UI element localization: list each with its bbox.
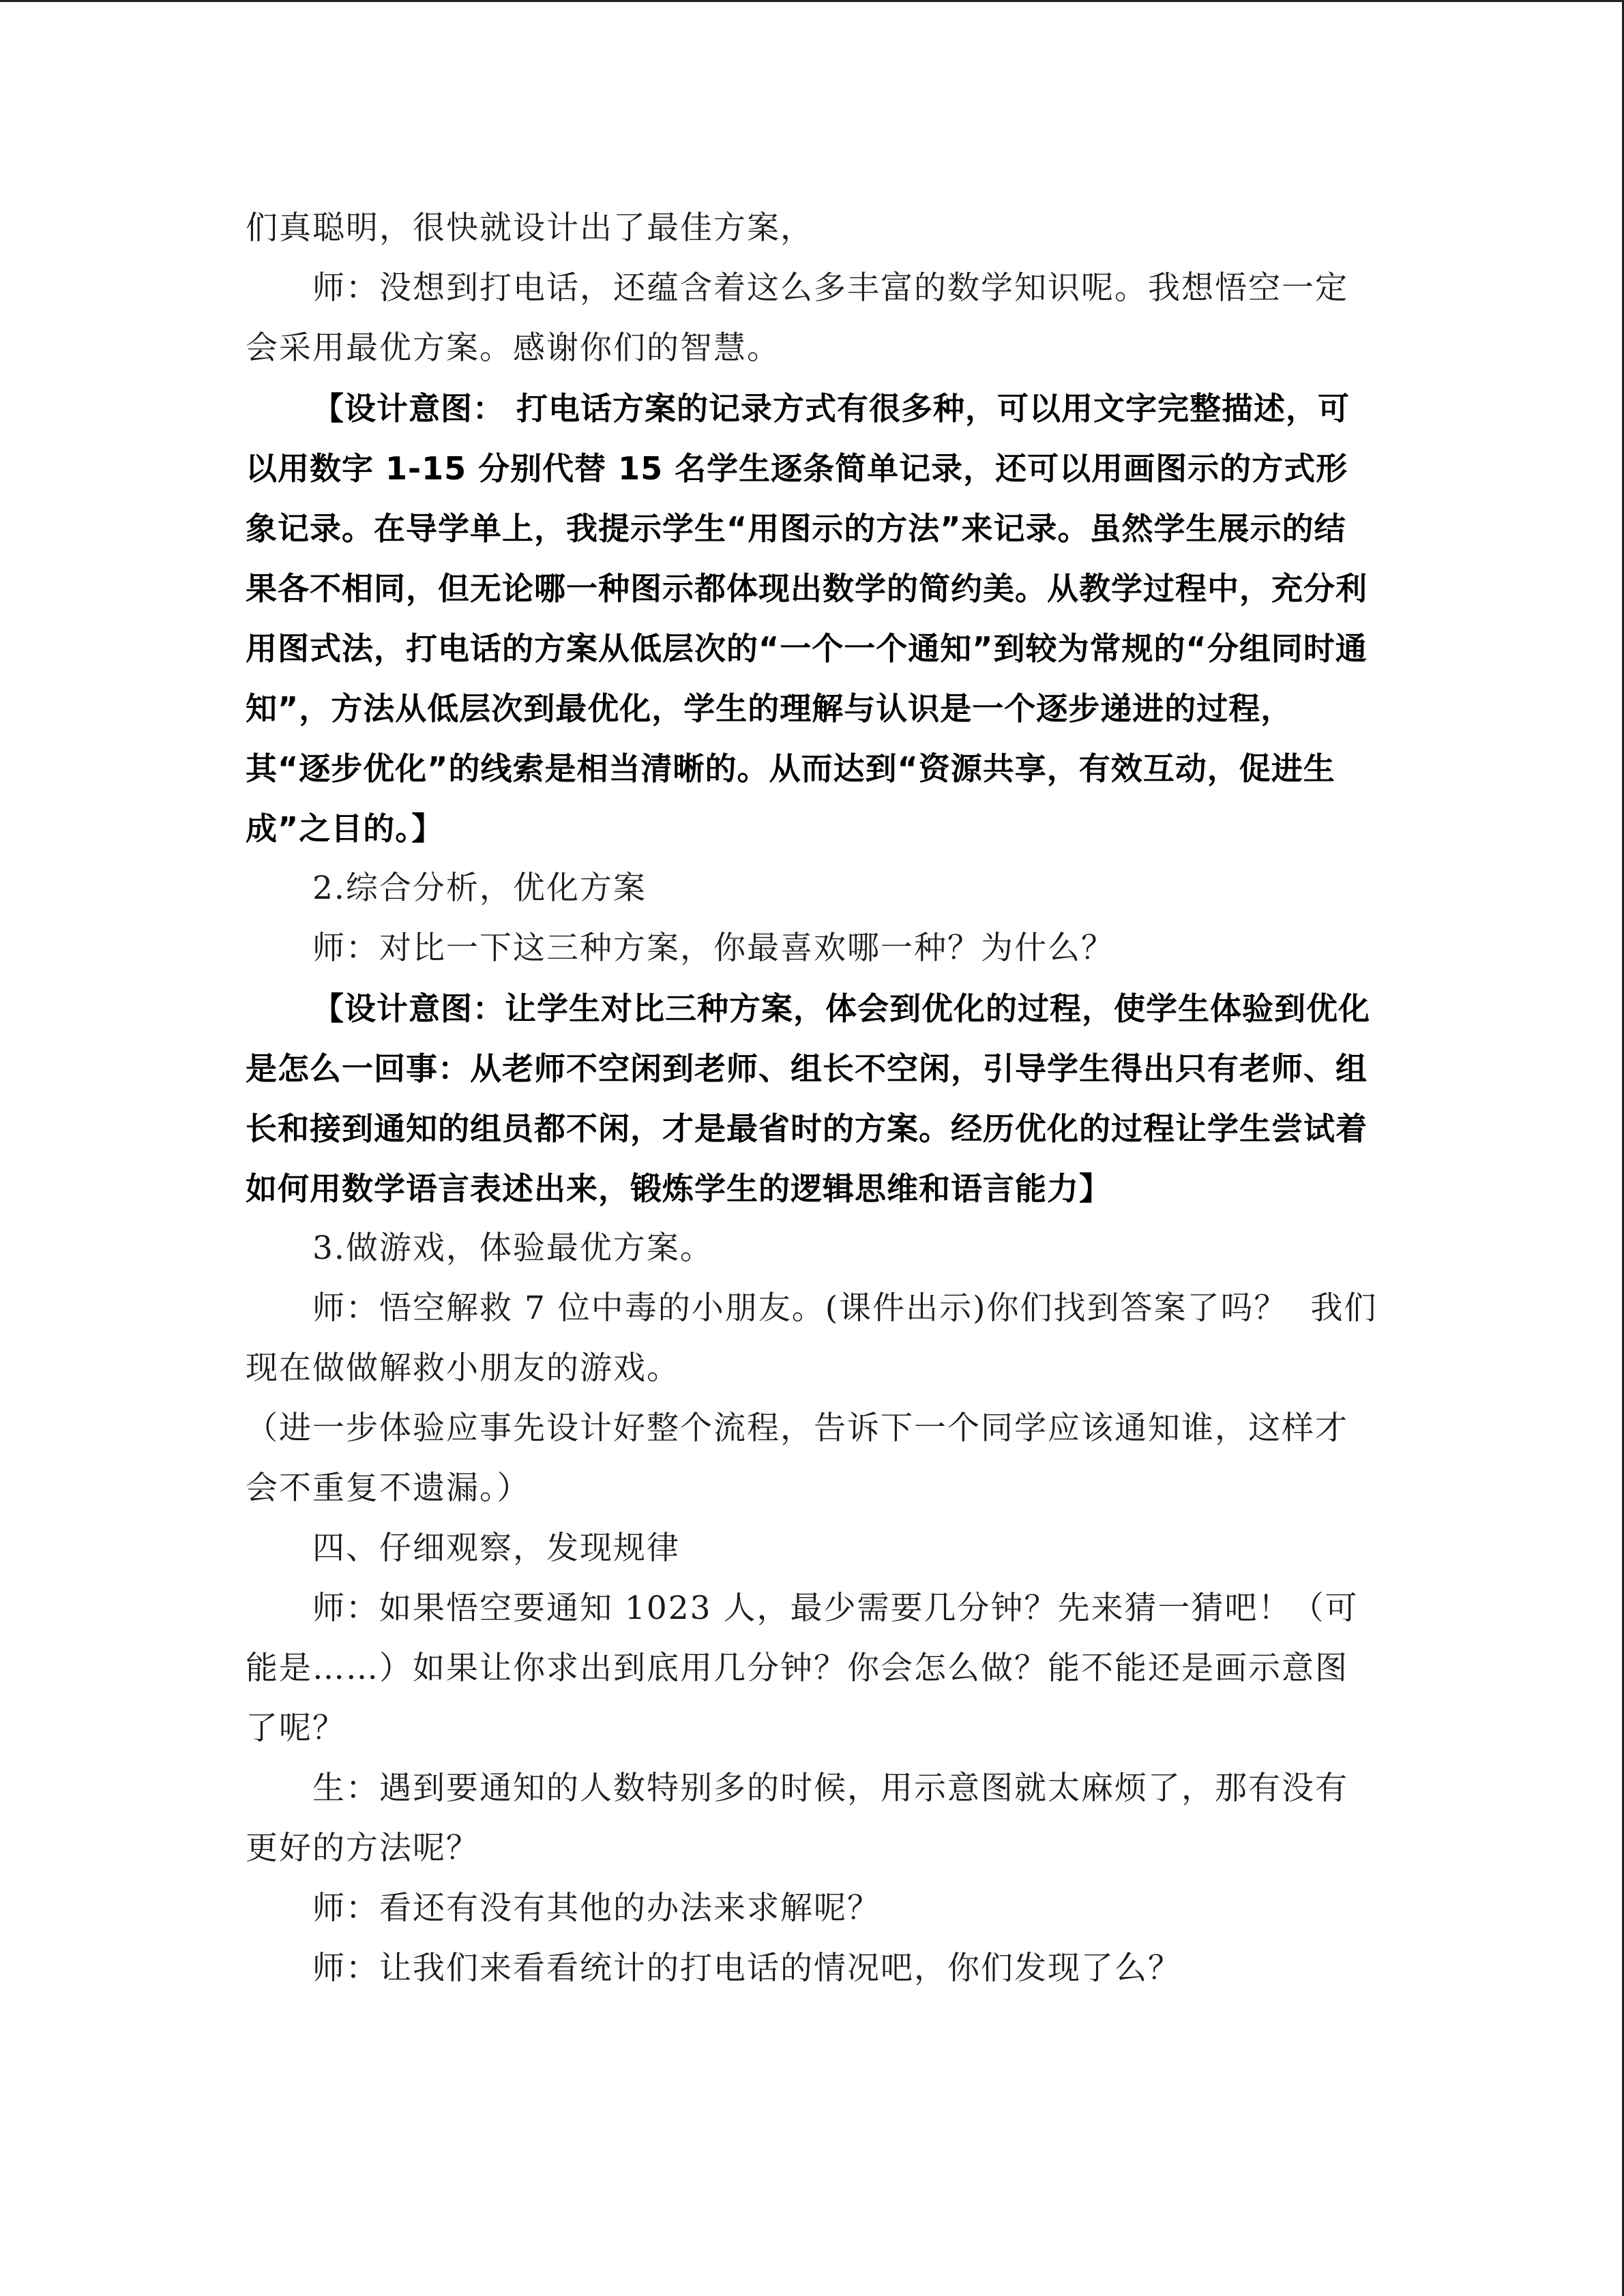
section-heading-3: 3.做游戏，体验最优方案。 [312, 1229, 713, 1267]
section-heading-2: 2.综合分析，优化方案 [312, 869, 647, 907]
paragraph-teacher-1023: 师：如果悟空要通知 1023 人，最少需要几分钟？先来猜一猜吧！（可能是……）如果让你求出到底用几分钟？你会怎么做？能不能还是画示意图了呢？ [246, 1590, 1359, 1747]
paragraph-teacher-question: 师：对比一下这三种方案，你最喜欢哪一种？为什么？ [312, 929, 1114, 967]
paragraph-teacher-remark: 师：没想到打电话，还蕴含着这么多丰富的数学知识呢。我想悟空一定会采用最优方案。感谢你们的智慧。 [246, 269, 1348, 367]
paragraph-teacher-statistics: 师：让我们来看看统计的打电话的情况吧，你们发现了么？ [312, 1950, 1181, 1987]
paragraph-continuation: 们真聪明，很快就设计出了最佳方案， [246, 209, 814, 247]
design-intent-note-1: 【设计意图： 打电话方案的记录方式有很多种，可以用文字完整描述，可以用数字 1-15 分别代替 15 名学生逐条简单记录，还可以用画图示的方式形象记录。在导学单上，我提示学生“用图示的方法”来记录。虽然学生展示的结果各不相同，但无论哪一种图示都体现出数学的简约美。从教学过程中，充分利用图式法，打电话的方案从低层次的“一个一个通知”到较为常规的“分组同时通知”，方法从低层次到最优化，学生的理解与认识是一个逐步递进的过程，其“逐步优化”的线索是相当清晰的。从而达到“资源共享，有效互动，促进生成”之目的。】 [246, 390, 1368, 847]
paragraph-game-note: （进一步体验应事先设计好整个流程，告诉下一个同学应该通知谁，这样才会不重复不遗漏。） [246, 1410, 1348, 1507]
paragraph-student-reply: 生：遇到要通知的人数特别多的时候，用示意图就太麻烦了，那有没有更好的方法呢？ [246, 1770, 1348, 1867]
section-heading-4: 四、仔细观察，发现规律 [312, 1530, 680, 1567]
design-intent-note-2: 【设计意图：让学生对比三种方案，体会到优化的过程，使学生体验到优化是怎么一回事：从老师不空闲到老师、组长不空闲，引导学生得出只有老师、组长和接到通知的组员都不闲，才是最省时的方案。经历优化的过程让学生尝试着如何用数学语言表述出来，锻炼学生的逻辑思维和语言能力】 [246, 990, 1370, 1207]
document-body [246, 198, 1378, 1999]
paragraph-teacher-other-method: 师：看还有没有其他的办法来求解呢？ [312, 1890, 881, 1927]
paragraph-game: 师：悟空解救 7 位中毒的小朋友。(课件出示)你们找到答案了吗？ 我们现在做做解救小朋友的游戏。 [246, 1289, 1378, 1387]
